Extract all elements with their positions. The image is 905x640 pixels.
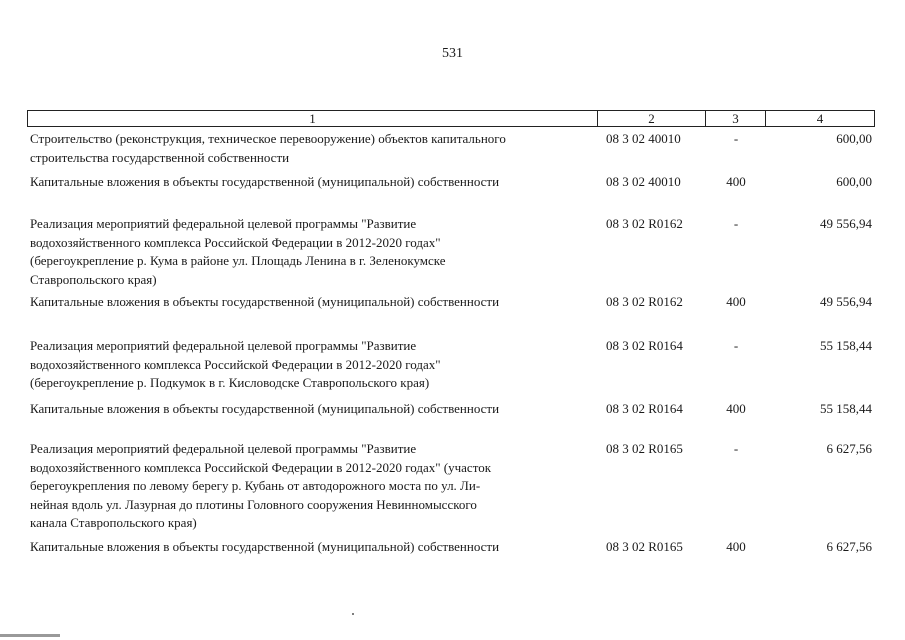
scan-speck <box>352 613 354 615</box>
row-code: 08 3 02 R0164 <box>606 401 683 416</box>
row-code: 08 3 02 R0165 <box>606 441 683 456</box>
row-name: Строительство (реконструкция, техническое перевооружение) объектов капитального строительства государственной собственности <box>30 131 506 165</box>
row-name: Капитальные вложения в объекты государственной (муниципальной) собственности <box>30 294 500 309</box>
row-amount: 55 158,44 <box>820 338 872 353</box>
row-type: - <box>733 216 739 231</box>
row-type: 400 <box>726 294 746 309</box>
row-type: - <box>733 131 739 146</box>
header-col-3: 3 <box>706 111 766 126</box>
row-amount: 6 627,56 <box>826 441 872 456</box>
row-name: Капитальные вложения в объекты государственной (муниципальной) собственности <box>30 539 500 554</box>
table-header <box>27 110 875 127</box>
row-type: - <box>733 441 739 456</box>
row-amount: 49 556,94 <box>820 294 872 309</box>
row-name: Капитальные вложения в объекты государственной (муниципальной) собственности <box>30 401 500 416</box>
row-type: 400 <box>726 539 746 554</box>
scan-edge-mark <box>0 634 60 637</box>
row-name: Реализация мероприятий федеральной целевой программы "Развитие водохозяйственного комплекса Российской Федерации в 2012-2020 годах" (берегоукрепление р. Кума в районе ул. Площадь Ленина в г. Зеленокумске Ставропольского края) <box>30 216 446 287</box>
row-amount: 6 627,56 <box>826 539 872 554</box>
row-code: 08 3 02 40010 <box>606 131 681 146</box>
row-code: 08 3 02 R0164 <box>606 338 683 353</box>
row-type: 400 <box>726 401 746 416</box>
row-code: 08 3 02 R0165 <box>606 539 683 554</box>
header-col-2: 2 <box>598 111 706 126</box>
row-amount: 600,00 <box>836 174 872 189</box>
row-code: 08 3 02 40010 <box>606 174 681 189</box>
row-amount: 49 556,94 <box>820 216 872 231</box>
row-name: Реализация мероприятий федеральной целевой программы "Развитие водохозяйственного комплекса Российской Федерации в 2012-2020 годах" (берегоукрепление р. Подкумок в г. Кисловодске Ставропольского края) <box>30 338 441 390</box>
row-code: 08 3 02 R0162 <box>606 294 683 309</box>
row-amount: 600,00 <box>836 131 872 146</box>
row-code: 08 3 02 R0162 <box>606 216 683 231</box>
row-name: Реализация мероприятий федеральной целевой программы "Развитие водохозяйственного комплекса Российской Федерации в 2012-2020 годах" (участок берегоукрепления по левому берегу р. Кубань от автодорожного моста по ул. Ли- нейная вдоль ул. Лазурная до плотины Головного сооружения Невинномысского канала Ставропольского края) <box>30 441 492 530</box>
row-type: - <box>733 338 739 353</box>
row-amount: 55 158,44 <box>820 401 872 416</box>
page-number: 531 <box>442 46 463 61</box>
row-type: 400 <box>726 174 746 189</box>
header-col-4: 4 <box>816 111 824 126</box>
row-name: Капитальные вложения в объекты государственной (муниципальной) собственности <box>30 174 500 189</box>
header-col-1: 1 <box>28 111 598 126</box>
